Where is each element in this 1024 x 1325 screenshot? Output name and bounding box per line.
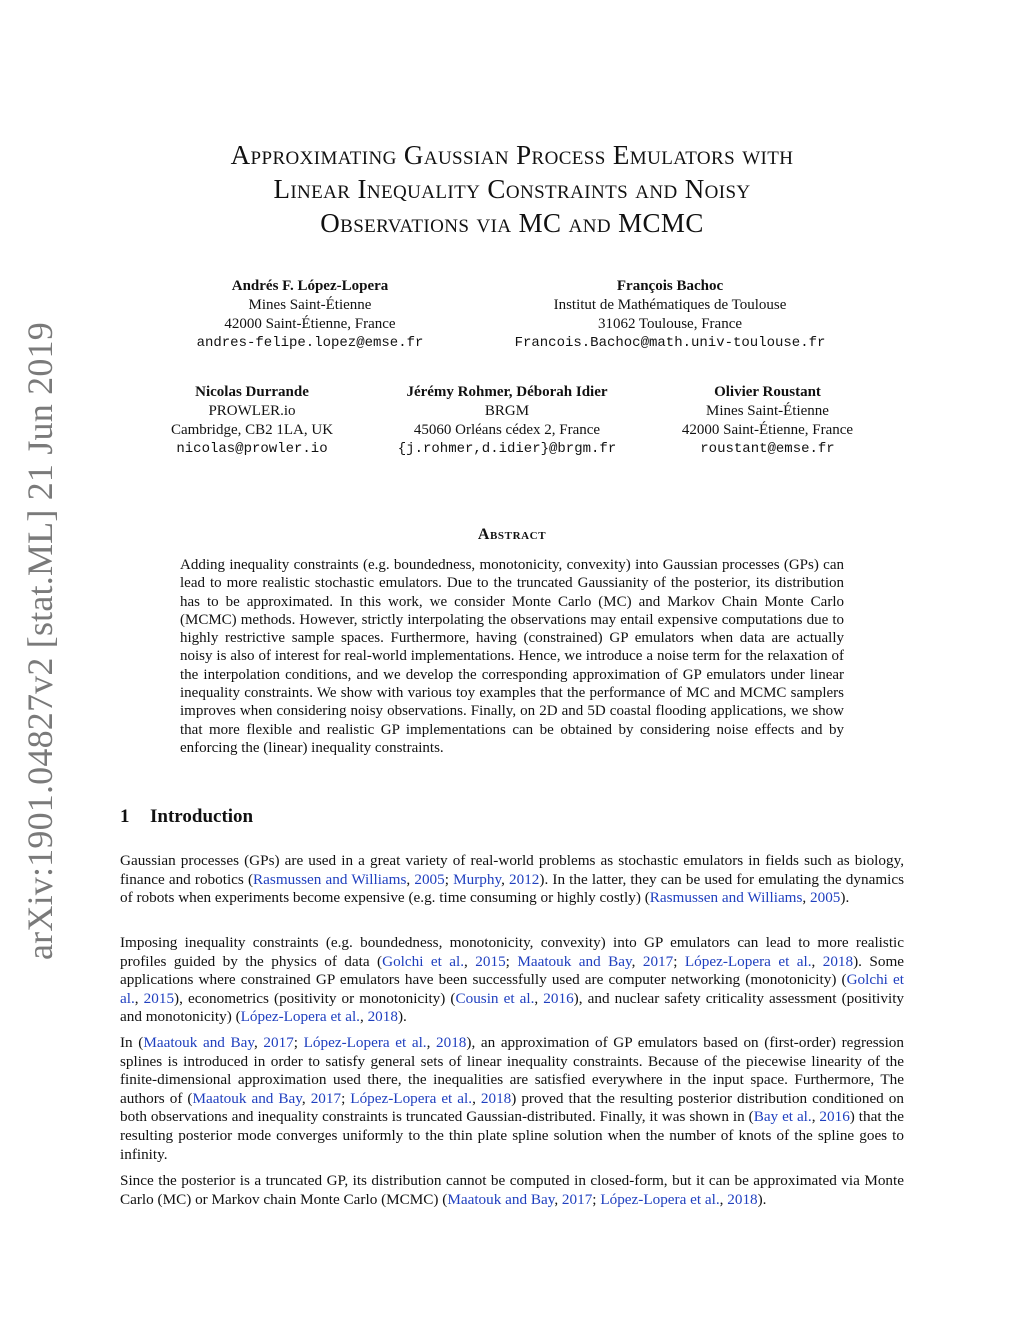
citation-link[interactable]: 2016 — [819, 1108, 850, 1126]
citation-link[interactable]: López-Lopera et al. — [240, 1008, 360, 1026]
text-run: ), an approximation of GP emulators based on (first-order) regression splines is introduced in order to satisfy general sets of linear inequality constraints. Because of the piecewise linearity of the finite-dimensional approximation used there, the inequalities are satisfied everywhere in the input space. Furthermore, The authors of ( — [120, 1034, 904, 1107]
text-run: , — [554, 1190, 562, 1208]
citation-link[interactable]: 2005 — [414, 870, 445, 888]
text-run: , — [359, 1008, 368, 1026]
author-affiliation: Mines Saint-Étienne — [248, 297, 372, 313]
citation-link[interactable]: Cousin et al. — [455, 989, 535, 1007]
text-run: , — [811, 952, 823, 970]
author-address: 42000 Saint-Étienne, France — [224, 316, 396, 332]
abstract-text: Adding inequality constraints (e.g. boundedness, monotonicity, convexity) into Gaussian processes (GPs) can lead to more realistic stochastic emulators. Due to the truncated Gaussianity of the posterior, its distribution has to be approximated. In this work, we consider Monte Carlo (MC) and Markov Chain Monte Carlo (MCMC) methods. However, strictly interpolating the observations may entail expensive computations due to highly restrictive sample spaces. Furthermore, having (constrained) GP emulators when data are actually noisy is also of interest for real-world implementations. Hence, we introduce a noise term for the relaxation of the interpolation conditions, and we develop the corresponding approximation of GP emulators under linear inequality constraints. We show with various toy examples that the performance of MC and MCMC samplers improves when considering noisy observations. Finally, on 2D and 5D coastal flooding applications, we show that more flexible and realistic GP implementations can be obtained by considering noise effects and by enforcing the (linear) inequality constraints. — [180, 557, 844, 756]
citation-link[interactable]: 2017 — [561, 1190, 593, 1208]
text-run: In ( — [120, 1034, 144, 1051]
text-run: Imposing inequality constraints (e.g. boundedness, monotonicity, convexity) into GP emulators can lead to more realistic profiles guided by the physics of data ( — [120, 934, 904, 970]
author-block-5 — [655, 383, 880, 459]
author-email[interactable]: Francois.Bachoc@math.univ-toulouse.fr — [514, 335, 826, 351]
text-run: ) that the resulting posterior mode converges uniformly to the thin plate spline solution when the number of knots of the spline goes to infinity. — [120, 1108, 905, 1163]
author-name: Jérémy Rohmer, Déborah Idier — [406, 384, 608, 400]
author-affiliation: Institut de Mathématiques de Toulouse — [553, 297, 787, 313]
author-affiliation: Mines Saint-Étienne — [706, 403, 829, 419]
text-run: , — [134, 989, 144, 1007]
author-address: Cambridge, CB2 1LA, UK — [170, 422, 334, 438]
text-run: ), econometrics (positivity or monotonicity) ( — [174, 989, 456, 1007]
intro-paragraph-4 — [120, 1172, 904, 1209]
citation-link[interactable]: 2018 — [727, 1190, 758, 1208]
text-run: ), and nuclear safety criticality assessment (positivity and monotonicity) ( — [120, 989, 905, 1026]
citation-link[interactable]: 2015 — [475, 952, 506, 970]
author-block-4 — [377, 383, 637, 459]
author-email[interactable]: {j.rohmer,d.idier}@brgm.fr — [397, 441, 617, 457]
citation-link[interactable]: Bay et al. — [753, 1108, 812, 1126]
author-affiliation: BRGM — [484, 403, 530, 419]
text-run: ). — [757, 1190, 767, 1208]
text-run: Since the posterior is a truncated GP, its distribution cannot be computed in closed-form, but it can be approximated via Monte Carlo (MC) or Markov chain Monte Carlo (MCMC) ( — [120, 1172, 904, 1208]
author-email[interactable]: roustant@emse.fr — [700, 441, 835, 457]
citation-link[interactable]: López-Lopera et al. — [684, 952, 812, 970]
text-run: , — [802, 889, 811, 907]
author-name: Olivier Roustant — [714, 384, 821, 400]
citation-link[interactable]: 2018 — [367, 1008, 398, 1026]
author-block-2 — [500, 277, 840, 353]
text-run: ; — [592, 1190, 601, 1208]
text-run: , — [719, 1190, 728, 1208]
arxiv-stamp[interactable]: arXiv:1901.04827v2 [stat.ML] 21 Jun 2019 — [20, 322, 60, 960]
text-run: , — [406, 870, 415, 888]
intro-paragraph-3 — [120, 1034, 904, 1164]
author-block-1 — [160, 277, 460, 353]
citation-link[interactable]: López-Lopera et al. — [303, 1034, 427, 1051]
citation-link[interactable]: Rasmussen and Williams — [253, 870, 407, 888]
section-title: Introduction — [150, 806, 254, 827]
citation-link[interactable]: Maatouk and Bay — [447, 1190, 555, 1208]
text-run: , — [501, 870, 510, 888]
citation-link[interactable]: 2018 — [480, 1089, 512, 1107]
text-run: , — [631, 952, 643, 970]
author-name: François Bachoc — [616, 278, 724, 294]
text-run: ; — [341, 1089, 351, 1107]
citation-link[interactable]: Rasmussen and Williams — [649, 889, 803, 907]
text-run: , — [301, 1089, 311, 1107]
text-run: , — [472, 1089, 481, 1107]
text-run: ) proved that the resulting posterior distribution conditioned on both observations and inequality constraints is truncated Gaussian-distributed. Finally, it was shown in ( — [120, 1089, 904, 1126]
citation-link[interactable]: López-Lopera et al. — [600, 1190, 720, 1208]
citation-link[interactable]: 2017 — [642, 952, 674, 970]
title-line-2: Linear Inequality Constraints and Noisy — [273, 174, 751, 204]
author-address: 45060 Orléans cédex 2, France — [413, 422, 601, 438]
text-run: ). — [840, 889, 850, 907]
citation-link[interactable]: Golchi et al. — [120, 971, 904, 1007]
author-email[interactable]: nicolas@prowler.io — [176, 441, 328, 457]
intro-paragraph-2 — [120, 934, 904, 1027]
author-name: Nicolas Durrande — [195, 384, 309, 400]
citation-link[interactable]: 2017 — [310, 1089, 342, 1107]
title-line-3: Observations via MC and MCMC — [320, 208, 704, 238]
section-number: 1 — [120, 806, 130, 827]
text-run: ; — [673, 952, 685, 970]
author-block-3 — [132, 383, 372, 459]
author-address: 42000 Saint-Étienne, France — [681, 422, 854, 438]
text-run: ). — [397, 1008, 407, 1026]
citation-link[interactable]: 2012 — [509, 870, 540, 888]
citation-link[interactable]: 2017 — [263, 1034, 294, 1051]
citation-link[interactable]: 2018 — [822, 952, 854, 970]
citation-link[interactable]: Golchi et al. — [382, 952, 465, 970]
text-run: ). Some applications where constrained GP emulators have been successfully used are computer networking (monotonicity) ( — [120, 952, 904, 989]
citation-link[interactable]: 2015 — [143, 989, 175, 1007]
author-email[interactable]: andres-felipe.lopez@emse.fr — [196, 335, 424, 351]
text-run: ; — [444, 870, 454, 888]
citation-link[interactable]: 2005 — [810, 889, 841, 907]
citation-link[interactable]: Maatouk and Bay — [517, 952, 632, 970]
abstract-heading: Abstract — [477, 526, 547, 543]
author-address: 31062 Toulouse, France — [597, 316, 743, 332]
author-name: Andrés F. López-Lopera — [231, 278, 389, 294]
section-heading — [120, 806, 253, 828]
text-run: Gaussian processes (GPs) are used in a great variety of real-world problems as stochastic emulators in fields such as biology, finance and robotics ( — [120, 852, 904, 888]
text-run: , — [426, 1034, 437, 1051]
text-run: ). In the latter, they can be used for emulating the dynamics of robots when experiments become expensive (e.g. time consuming or highly costly) ( — [120, 870, 905, 907]
citation-link[interactable]: López-Lopera et al. — [350, 1089, 473, 1107]
intro-paragraph-1 — [120, 852, 904, 908]
title-line-1: Approximating Gaussian Process Emulators with — [230, 140, 794, 170]
text-run: ; — [505, 952, 518, 970]
citation-link[interactable]: Maatouk and Bay — [192, 1089, 302, 1107]
citation-link[interactable]: 2016 — [543, 989, 574, 1007]
text-run: ; — [293, 1034, 304, 1051]
citation-link[interactable]: Murphy — [453, 870, 502, 888]
author-affiliation: PROWLER.io — [208, 403, 296, 419]
text-run: , — [811, 1108, 820, 1126]
citation-link[interactable]: 2018 — [436, 1034, 467, 1051]
citation-link[interactable]: Maatouk and Bay — [143, 1034, 254, 1051]
text-run: , — [464, 952, 476, 970]
text-run: , — [534, 989, 544, 1007]
text-run: , — [253, 1034, 264, 1051]
paper-title — [120, 138, 904, 240]
